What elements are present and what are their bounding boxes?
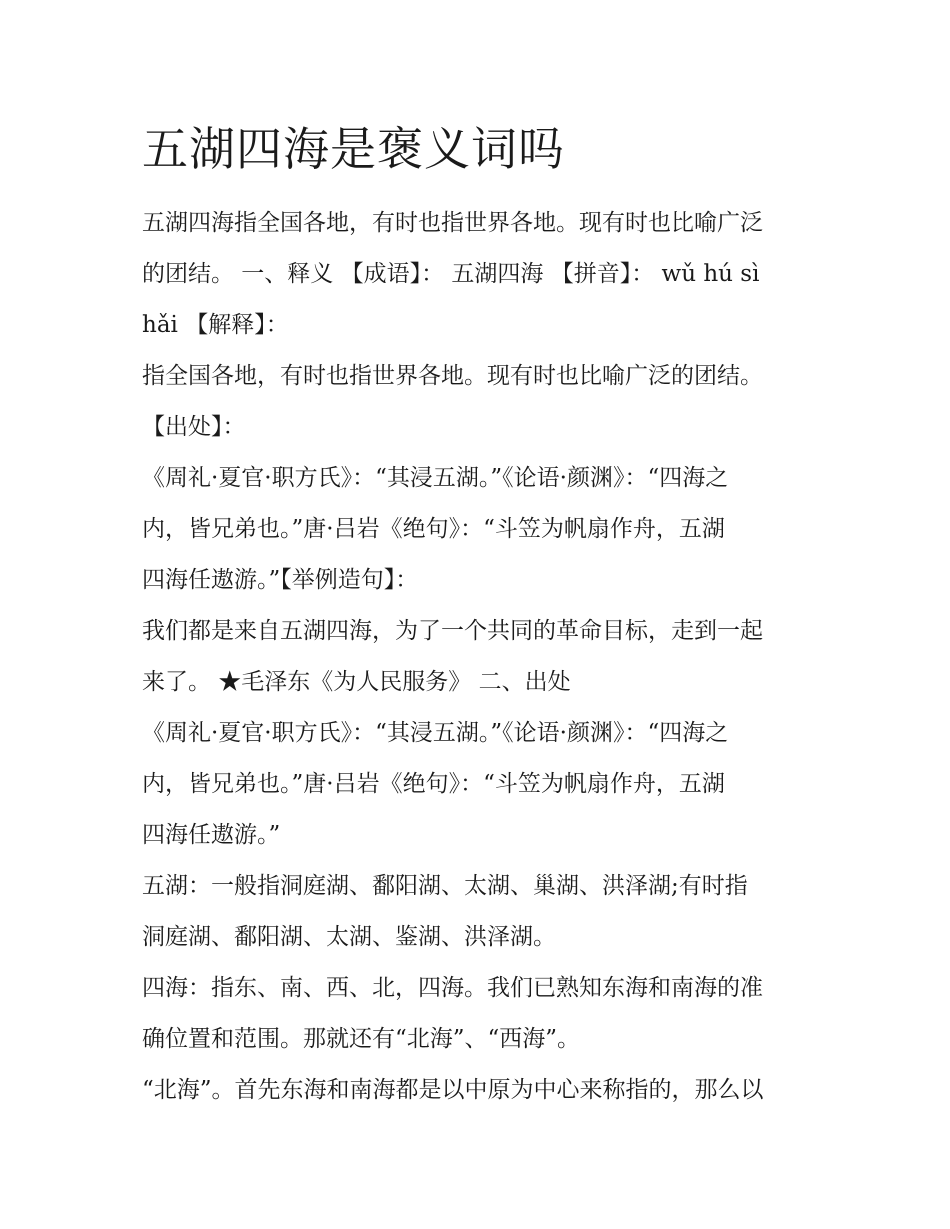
- body-line-12: 内，皆兄弟也。”唐·吕岩《绝句》：“斗笠为帆扇作舟，五湖: [142, 771, 725, 797]
- body-line-7: 内，皆兄弟也。”唐·吕岩《绝句》：“斗笠为帆扇作舟，五湖: [142, 516, 725, 542]
- body-line-11: 《周礼·夏官·职方氏》：“其浸五湖。”《论语·颜渊》：“四海之: [142, 720, 729, 746]
- body-line-4: 指全国各地，有时也指世界各地。现有时也比喻广泛的团结。: [142, 363, 763, 389]
- body-line-2: 的团结。 一、释义 【成语】： 五湖四海 【拼音】： wǔ hú sì: [142, 261, 760, 287]
- body-line-3: hǎi 【解释】：: [142, 312, 289, 338]
- document-page: [142, 118, 822, 1116]
- body-line-16: 四海：指东、南、西、北，四海。我们已熟知东海和南海的准: [142, 975, 763, 1001]
- body-line-5: 【出处】：: [142, 414, 246, 440]
- body-line-9: 我们都是来自五湖四海，为了一个共同的革命目标，走到一起: [142, 618, 763, 644]
- document-title: 五湖四海是褒义词吗: [142, 122, 565, 176]
- body-line-14: 五湖：一般指洞庭湖、鄱阳湖、太湖、巢湖、洪泽湖;有时指: [142, 873, 748, 899]
- body-line-8: 四海任遨游。”【举例造句】：: [142, 567, 419, 593]
- body-line-10: 来了。 ★毛泽东《为人民服务》 二、出处: [142, 669, 571, 695]
- body-line-6: 《周礼·夏官·职方氏》：“其浸五湖。”《论语·颜渊》：“四海之: [142, 465, 729, 491]
- body-line-13: 四海任遨游。”: [142, 822, 281, 848]
- body-line-17: 确位置和范围。那就还有“北海”、“西海”。: [142, 1026, 581, 1052]
- body-line-18: “北海”。首先东海和南海都是以中原为中心来称指的，那么以: [142, 1077, 764, 1103]
- body-line-15: 洞庭湖、鄱阳湖、太湖、鉴湖、洪泽湖。: [142, 924, 556, 950]
- body-line-1: 五湖四海指全国各地，有时也指世界各地。现有时也比喻广泛: [142, 210, 763, 236]
- document-body: [142, 198, 822, 1116]
